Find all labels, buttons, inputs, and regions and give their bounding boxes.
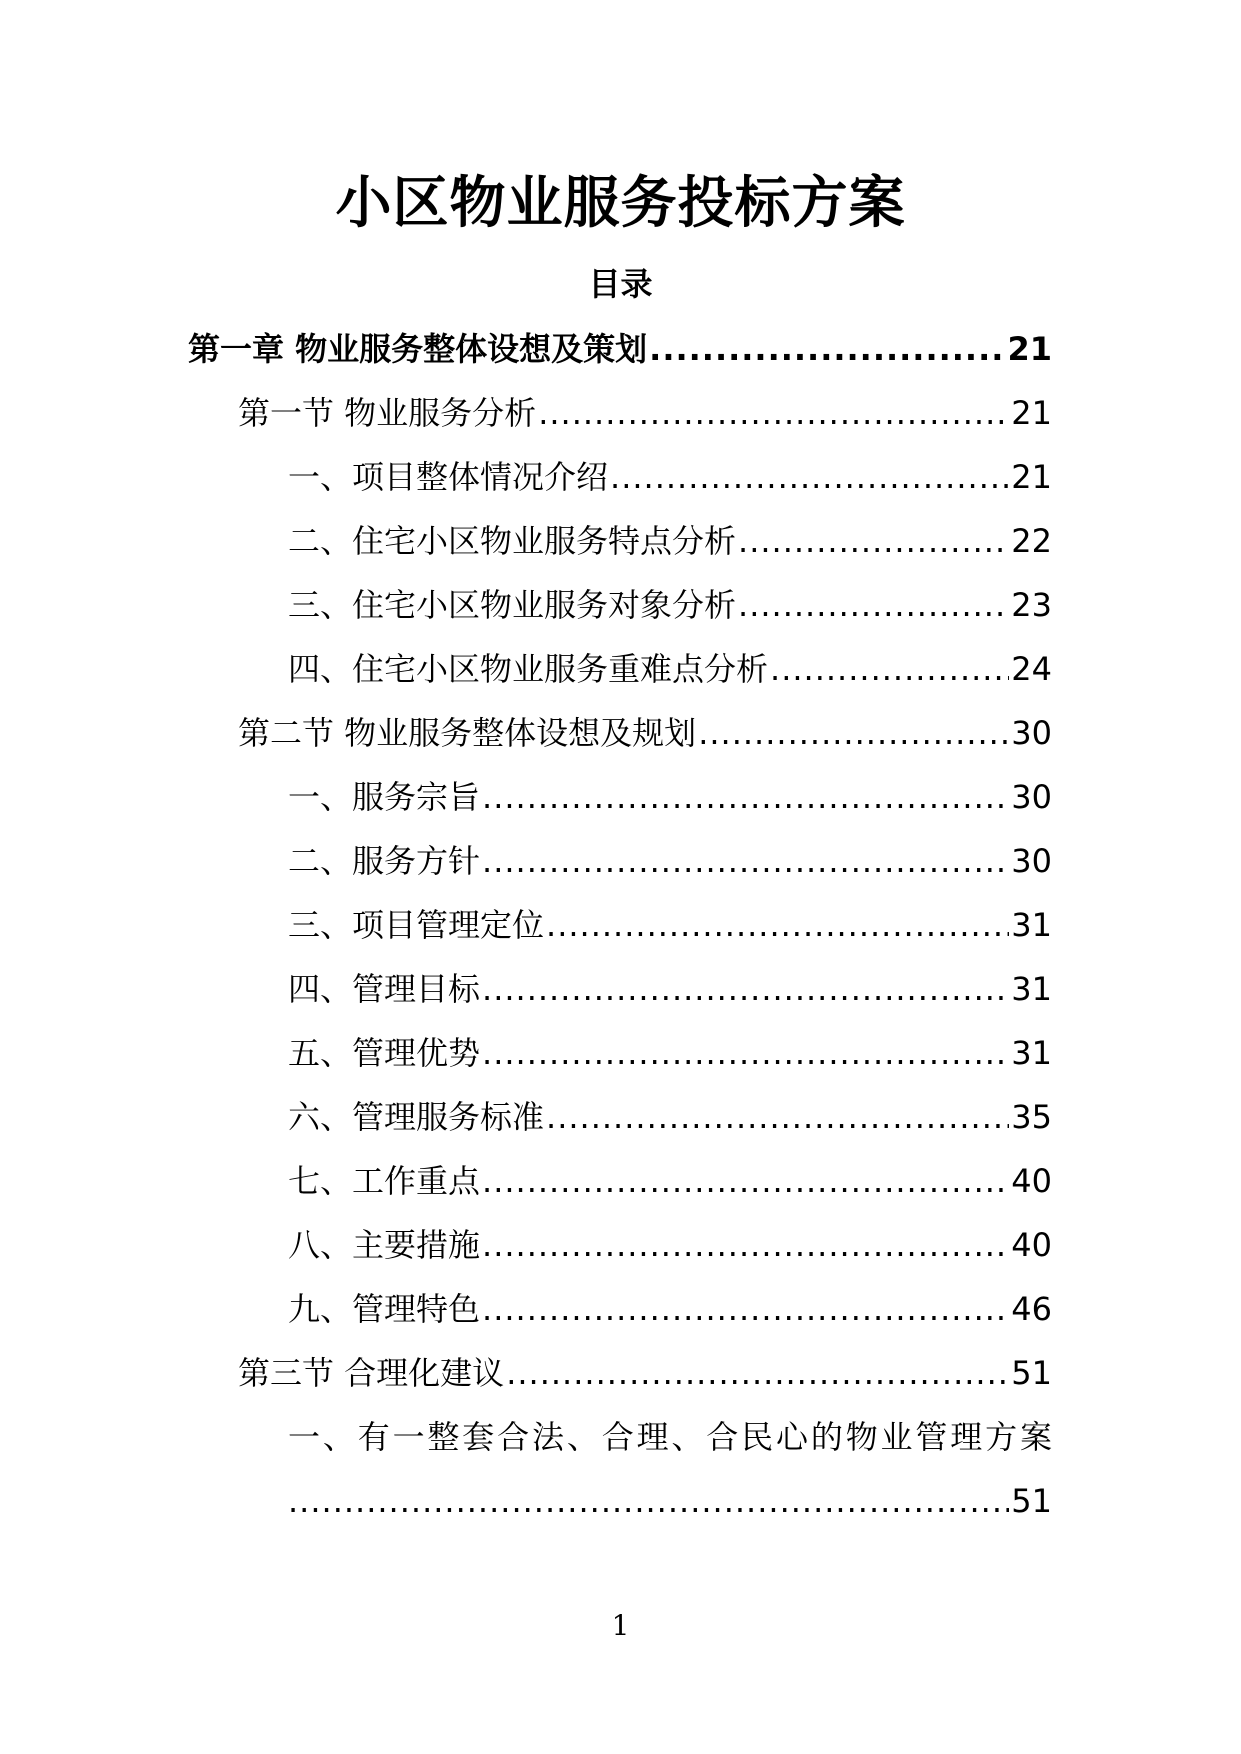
toc-entry-page: 22 (1011, 522, 1052, 560)
toc-dot-leader (546, 902, 1009, 948)
toc-dot-leader (506, 1350, 1009, 1396)
toc-entry-section-1[interactable] (238, 390, 1052, 436)
toc-entry-text: 五、管理优势 (288, 1034, 481, 1072)
toc-dot-leader (288, 1478, 1009, 1524)
document-title: 小区物业服务投标方案 (335, 171, 906, 236)
toc-entry-item[interactable] (288, 1094, 1052, 1140)
toc-entry-item[interactable] (288, 1030, 1052, 1076)
toc-entry-text: 第一章 物业服务整体设想及策划 (188, 330, 648, 368)
toc-entry-page: 31 (1011, 906, 1052, 944)
toc-entry-page: 21 (1007, 330, 1052, 368)
toc-dot-leader (482, 1286, 1009, 1332)
toc-entry-item-continued[interactable] (288, 1478, 1052, 1524)
toc-entry-page: 30 (1011, 714, 1052, 752)
toc-entry-text: 一、项目整体情况介绍 (288, 458, 609, 496)
toc-entry-page: 35 (1011, 1098, 1052, 1136)
toc-dot-leader (649, 326, 1005, 372)
toc-dot-leader (770, 646, 1009, 692)
toc-entry-section-2[interactable] (238, 710, 1052, 756)
toc-entry-page: 23 (1011, 586, 1052, 624)
toc-entry-text: 四、管理目标 (288, 970, 481, 1008)
toc-entry-text: 六、管理服务标准 (288, 1098, 545, 1136)
toc-dot-leader (738, 582, 1009, 628)
toc-entry-item[interactable] (288, 838, 1052, 884)
toc-entry-text: 三、住宅小区物业服务对象分析 (288, 586, 737, 624)
toc-entry-chapter-1[interactable] (188, 326, 1052, 372)
toc-entry-text[interactable]: 一、有一整套合法、合理、合民心的物业管理方案 (288, 1418, 1052, 1456)
toc-dot-leader (610, 454, 1009, 500)
toc-entry-page: 30 (1011, 842, 1052, 880)
toc-entry-item[interactable] (288, 518, 1052, 564)
toc-entry-page: 31 (1011, 1034, 1052, 1072)
toc-dot-leader (482, 966, 1009, 1012)
toc-entry-text: 二、服务方针 (288, 842, 481, 880)
toc-entry-text: 一、服务宗旨 (288, 778, 481, 816)
toc-dot-leader (698, 710, 1009, 756)
toc-entry-page: 46 (1011, 1290, 1052, 1328)
toc-entry-item[interactable] (288, 1158, 1052, 1204)
toc-entry-page: 21 (1011, 458, 1052, 496)
toc-entry-item[interactable] (288, 774, 1052, 820)
toc-entry-text: 第一节 物业服务分析 (238, 394, 537, 432)
toc-dot-leader (738, 518, 1009, 564)
toc-entry-item[interactable] (288, 582, 1052, 628)
toc-entry-item[interactable] (288, 1222, 1052, 1268)
toc-dot-leader (482, 774, 1009, 820)
toc-entry-item[interactable] (288, 454, 1052, 500)
toc-entry-page: 21 (1011, 394, 1052, 432)
page-number: 1 (611, 1609, 630, 1642)
toc-entry-text: 四、住宅小区物业服务重难点分析 (288, 650, 769, 688)
toc-entry-page: 24 (1011, 650, 1052, 688)
toc-entry-text: 三、项目管理定位 (288, 906, 545, 944)
toc-dot-leader (482, 1222, 1009, 1268)
toc-heading: 目录 (588, 265, 653, 303)
toc-dot-leader (482, 838, 1009, 884)
toc-entry-item[interactable] (288, 966, 1052, 1012)
toc-entry-text: 九、管理特色 (288, 1290, 481, 1328)
toc-entry-text: 八、主要措施 (288, 1226, 481, 1264)
toc-entry-item[interactable] (288, 1286, 1052, 1332)
toc-dot-leader (546, 1094, 1009, 1140)
toc-entry-text: 第三节 合理化建议 (238, 1354, 505, 1392)
toc-entry-page: 51 (1011, 1354, 1052, 1392)
toc-dot-leader (538, 390, 1009, 436)
toc-entry-item[interactable] (288, 646, 1052, 692)
toc-entry-text: 第二节 物业服务整体设想及规划 (238, 714, 697, 752)
toc-entry-section-3[interactable] (238, 1350, 1052, 1396)
toc-entry-page: 30 (1011, 778, 1052, 816)
toc-dot-leader (482, 1158, 1009, 1204)
toc-entry-page: 51 (1011, 1482, 1052, 1520)
toc-entry-text: 七、工作重点 (288, 1162, 481, 1200)
toc-entry-page: 40 (1011, 1162, 1052, 1200)
toc-entry-page: 40 (1011, 1226, 1052, 1264)
toc-dot-leader (482, 1030, 1009, 1076)
toc-entry-item[interactable] (288, 902, 1052, 948)
toc-entry-page: 31 (1011, 970, 1052, 1008)
toc-entry-text: 二、住宅小区物业服务特点分析 (288, 522, 737, 560)
